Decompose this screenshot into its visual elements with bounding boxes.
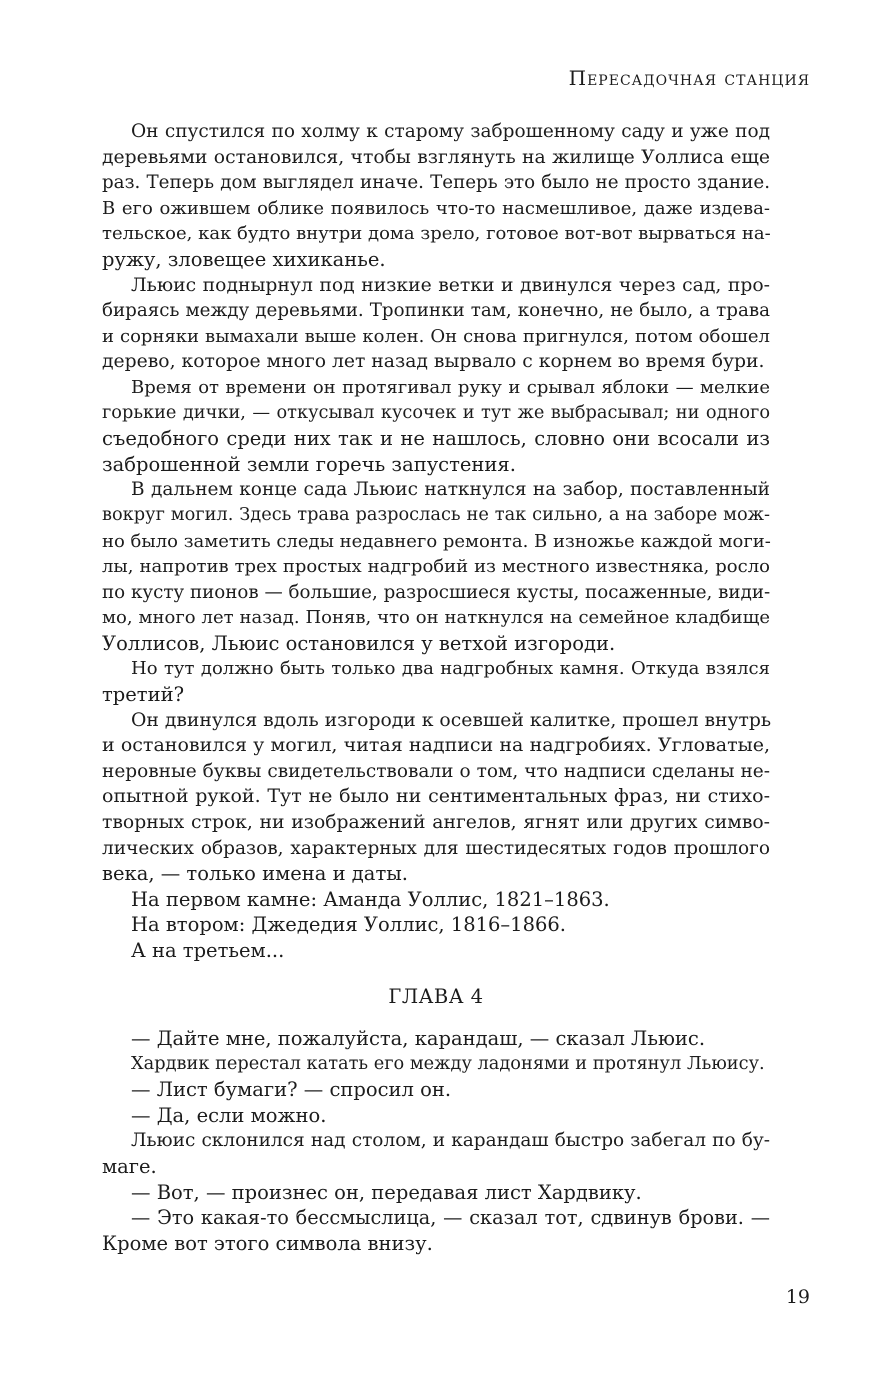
text-line: Время от времени он протягивал руку и срывал яблоки — мелкие — [131, 376, 770, 398]
text-line: и сорняки вымахали выше колен. Он снова пригнулся, потом обошел — [102, 325, 770, 347]
text-line: третий? — [102, 683, 185, 707]
text-line: Хардвик перестал катать его между ладонями и протянул Льюису. — [131, 1053, 765, 1074]
text-line: маге. — [102, 1154, 157, 1178]
text-line: и остановился у могил, читая надписи на надгробиях. Угловатые, — [102, 734, 770, 757]
text-line: горькие дички, — откусывал кусочек и тут же выбрасывал; ни одного — [102, 402, 770, 423]
text-line: — Вот, — произнес он, передавая лист Хардвику. — [131, 1180, 642, 1204]
text-line: дерево, которое много лет назад вырвало с корнем во время бури. — [102, 351, 765, 373]
text-line: — Лист бумаги? — спросил он. — [131, 1078, 452, 1102]
chapter-title: ГЛАВА 4 — [388, 985, 484, 1008]
text-line: лы, напротив трех простых надгробий из местного известняка, росло — [102, 556, 770, 578]
text-line: — Да, если можно. — [131, 1103, 327, 1127]
text-line: но было заметить следы недавнего ремонта. В изножье каждой моги- — [102, 530, 771, 552]
text-line: вокруг могил. Здесь трава разрослась не так сильно, а на заборе мож- — [102, 504, 770, 525]
text-line: деревьями остановился, чтобы взглянуть на жилище Уоллиса еще — [102, 146, 770, 168]
text-line: Льюис склонился над столом, и карандаш быстро забегал по бу- — [131, 1130, 770, 1152]
text-line: Уоллисов, Льюис остановился у ветхой изгороди. — [102, 631, 616, 655]
text-line: творных строк, ни изображений ангелов, ягнят или других симво- — [102, 812, 770, 834]
body-text-after-chapter — [102, 1026, 770, 1256]
text-line: лических образов, характерных для шестидесятых годов прошлого — [102, 837, 770, 859]
text-line: опытной рукой. Тут не было ни сентиментальных фраз, ни стихо- — [102, 785, 770, 808]
text-line: мо, много лет назад. Поняв, что он наткнулся на семейное кладбище — [102, 607, 770, 629]
text-line: раз. Теперь дом выглядел иначе. Теперь это было не просто здание. — [102, 172, 770, 194]
text-line: Но тут должно быть только два надгробных камня. Откуда взялся — [131, 658, 770, 680]
text-line: В дальнем конце сада Льюис наткнулся на забор, поставленный — [131, 479, 770, 501]
text-line: ружу, зловещее хихиканье. — [102, 247, 386, 271]
text-line: А на третьем... — [131, 939, 285, 962]
text-line: Он двинулся вдоль изгороди к осевшей калитке, прошел внутрь — [131, 709, 772, 731]
text-line: В его ожившем облике появилось что-то насмешливое, даже издева- — [102, 197, 770, 219]
running-head: Пересадочная станция — [568, 66, 810, 90]
text-line: по кусту пионов — большие, разросшиеся кусты, посаженные, види- — [102, 581, 771, 603]
text-line: съедобного среди них так и не нашлось, словно они всосали из — [102, 427, 770, 451]
text-line: Льюис поднырнул под низкие ветки и двинулся через сад, про- — [131, 274, 770, 296]
text-line: — Дайте мне, пожалуйста, карандаш, — сказал Льюис. — [131, 1027, 706, 1050]
page-number: 19 — [785, 1286, 810, 1308]
text-line: — Это какая-то бессмыслица, — сказал тот, сдвинув брови. — — [131, 1206, 770, 1230]
text-line: Он спустился по холму к старому заброшенному саду и уже под — [131, 121, 770, 142]
text-line: тельское, как будто внутри дома зрело, готовое вот-вот вырваться на- — [102, 223, 771, 245]
text-line: бираясь между деревьями. Тропинки там, конечно, не было, а трава — [102, 300, 770, 322]
text-line: века, — только имена и даты. — [102, 862, 408, 886]
text-line: На первом камне: Аманда Уоллис, 1821–1863. — [131, 887, 610, 911]
text-line: заброшенной земли горечь запустения. — [102, 452, 516, 476]
text-line: неровные буквы свидетельствовали о том, что надписи сделаны не- — [102, 760, 770, 782]
text-line: На втором: Джедедия Уоллис, 1816–1866. — [131, 913, 566, 937]
body-text-before-chapter — [102, 119, 770, 964]
text-line: Кроме вот этого символа внизу. — [102, 1231, 433, 1255]
